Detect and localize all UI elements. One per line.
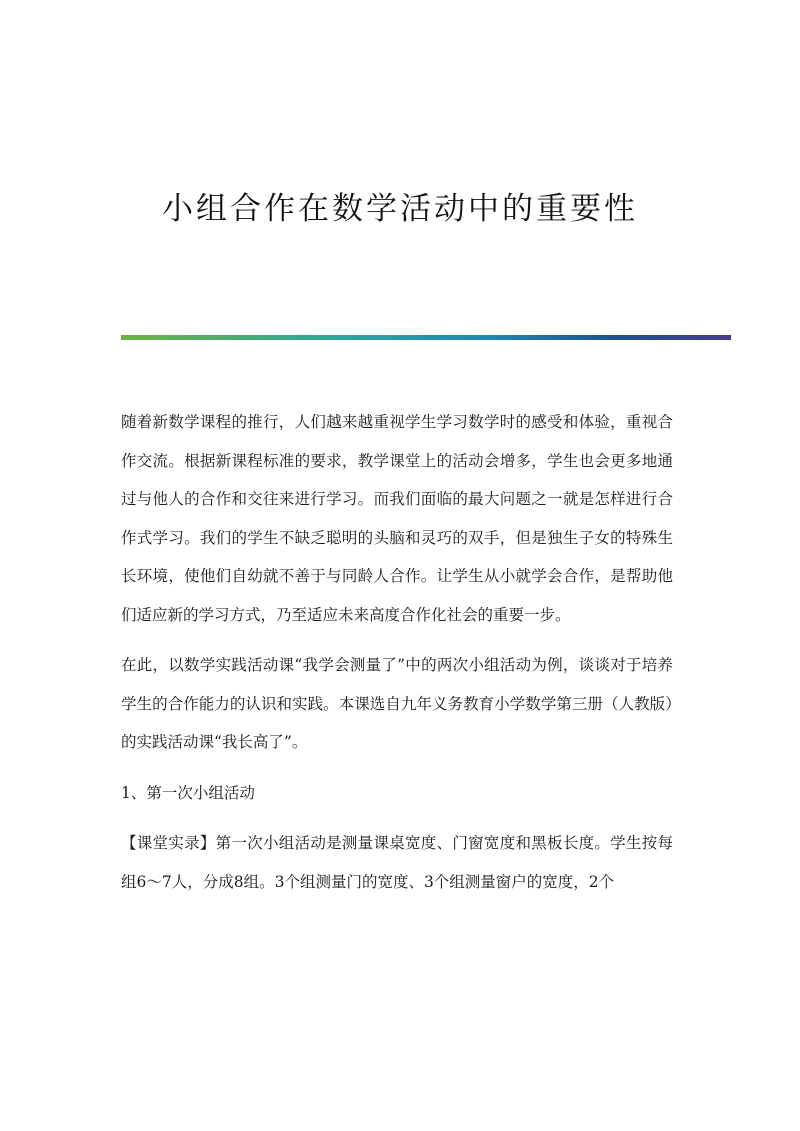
paragraph-classroom-record: 【课堂实录】第一次小组活动是测量课桌宽度、门窗宽度和黑板长度。学生按每组6～7人，分成8组。3个组测量门的宽度、3个组测量窗户的宽度，2个	[121, 834, 673, 891]
document-title: 小组合作在数学活动中的重要性	[162, 191, 638, 227]
section-heading-first-activity: 1、第一次小组活动	[121, 783, 255, 802]
paragraph-intro: 随着新数学课程的推行，人们越来越重视学生学习数学时的感受和体验，重视合作交流。根据新课程标准的要求，教学课堂上的活动会增多，学生也会更多地通过与他人的合作和交往来进行学习。而我们面临的最大问题之一就是怎样进行合作式学习。我们的学生不缺乏聪明的头脑和灵巧的双手，但是独生子女的特殊生长环境，使他们自幼就不善于与同龄人合作。让学生从小就学会合作，是帮助他们适应新的学习方式，乃至适应未来高度合作化社会的重要一步。	[121, 413, 673, 624]
title-divider	[121, 335, 731, 340]
document-body	[121, 403, 673, 913]
paragraph-example: 在此，以数学实践活动课“我学会测量了”中的两次小组活动为例，谈谈对于培养学生的合作能力的认识和实践。本课选自九年义务教育小学数学第三册（人教版）的实践活动课“我长高了”。	[121, 656, 673, 751]
